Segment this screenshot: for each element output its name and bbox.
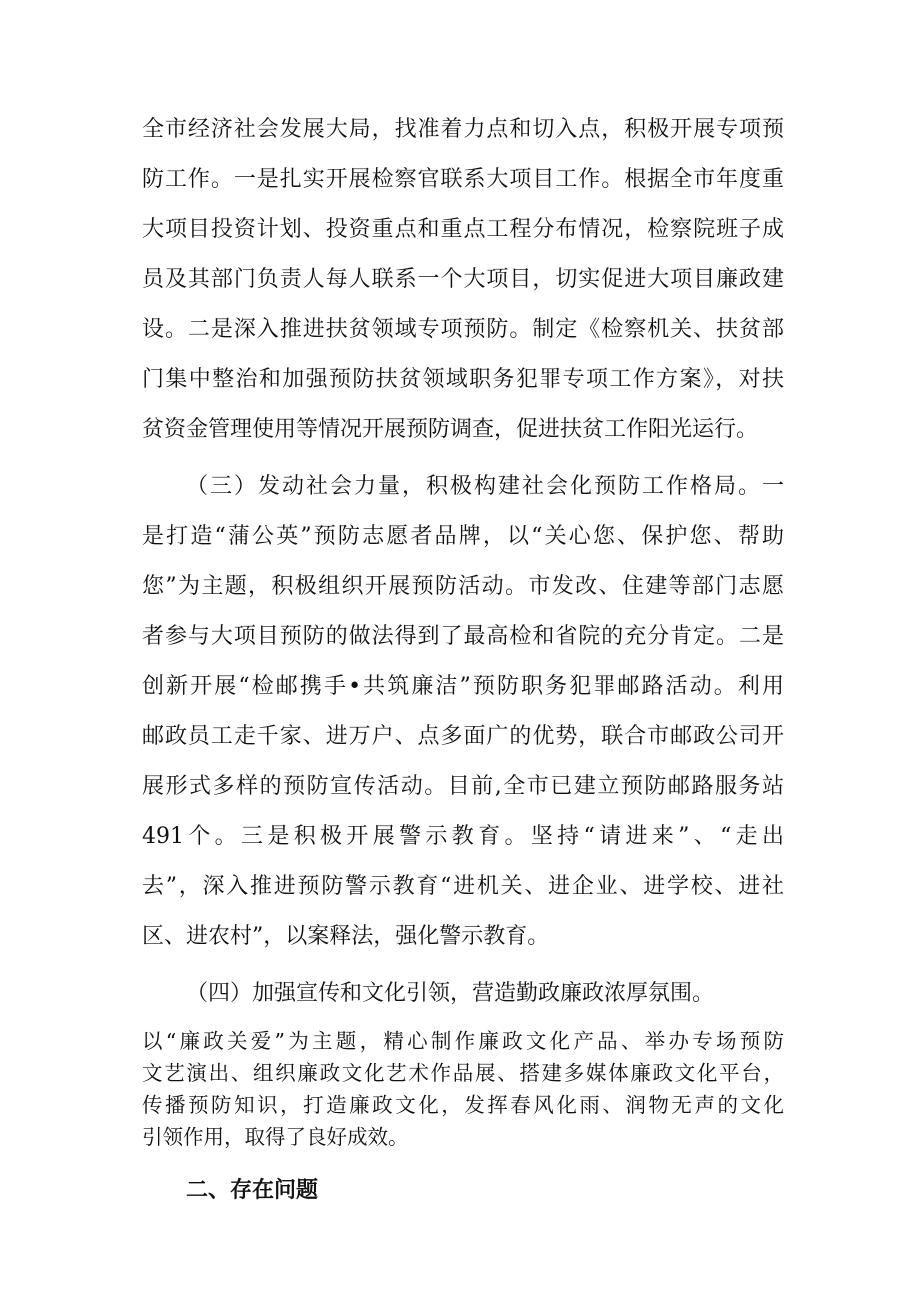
section-3-first-line: （三）发动社会力量，积极构建社会化预防工作格局。一 — [186, 474, 784, 499]
paragraph-line: 设。二是深入推进扶贫领域专项预防。制定《检察机关、扶贫部 — [142, 317, 784, 342]
paragraph-line: 区、进农村”，以案释法，强化警示教育。 — [142, 924, 550, 949]
paragraph-line: 防工作。一是扎实开展检察官联系大项目工作。根据全市年度重 — [142, 167, 784, 192]
paragraph-line: 创新开展“检邮携手•共筑廉洁”预防职务犯罪邮路活动。利用 — [142, 674, 784, 699]
paragraph-line: 全市经济社会发展大局，找准着力点和切入点，积极开展专项预 — [142, 117, 784, 142]
paragraph-line: 大项目投资计划、投资重点和重点工程分布情况，检察院班子成 — [142, 217, 784, 242]
section-heading: 二、存在问题 — [186, 1178, 319, 1203]
paragraph-line: 员及其部门负责人每人联系一个大项目，切实促进大项目廉政建 — [142, 267, 784, 292]
paragraph-line: 者参与大项目预防的做法得到了最高检和省院的充分肯定。二是 — [142, 624, 784, 649]
paragraph-line: 门集中整治和加强预防扶贫领域职务犯罪专项工作方案》，对扶 — [142, 367, 784, 392]
paragraph-line: 491个。三是积极开展警示教育。坚持“请进来”、“走出 — [142, 824, 784, 849]
section-4-title: （四）加强宣传和文化引领，营造勤政廉政浓厚氛围。 — [186, 981, 715, 1006]
paragraph-line: 邮政员工走千家、进万户、点多面广的优势，联合市邮政公司开 — [142, 724, 784, 749]
paragraph-line: 展形式多样的预防宣传活动。目前,全市已建立预防邮路服务站 — [142, 774, 784, 799]
paragraph-line: 您”为主题，积极组织开展预防活动。市发改、住建等部门志愿 — [142, 574, 784, 599]
paragraph-line: 传播预防知识，打造廉政文化，发挥春风化雨、润物无声的文化 — [142, 1093, 784, 1117]
paragraph-line: 贫资金管理使用等情况开展预防调查，促进扶贫工作阳光运行。 — [142, 417, 759, 442]
paragraph-line: 是打造“蒲公英”预防志愿者品牌，以“关心您、保护您、帮助 — [142, 524, 784, 549]
paragraph-line: 引领作用，取得了良好成效。 — [142, 1125, 409, 1149]
paragraph-line: 去”，深入推进预防警示教育“进机关、进企业、进学校、进社 — [142, 874, 784, 899]
paragraph-line: 文艺演出、组织廉政文化艺术作品展、搭建多媒体廉政文化平台， — [142, 1061, 784, 1085]
paragraph-line: 以“廉政关爱”为主题，精心制作廉政文化产品、举办专场预防 — [142, 1029, 784, 1053]
